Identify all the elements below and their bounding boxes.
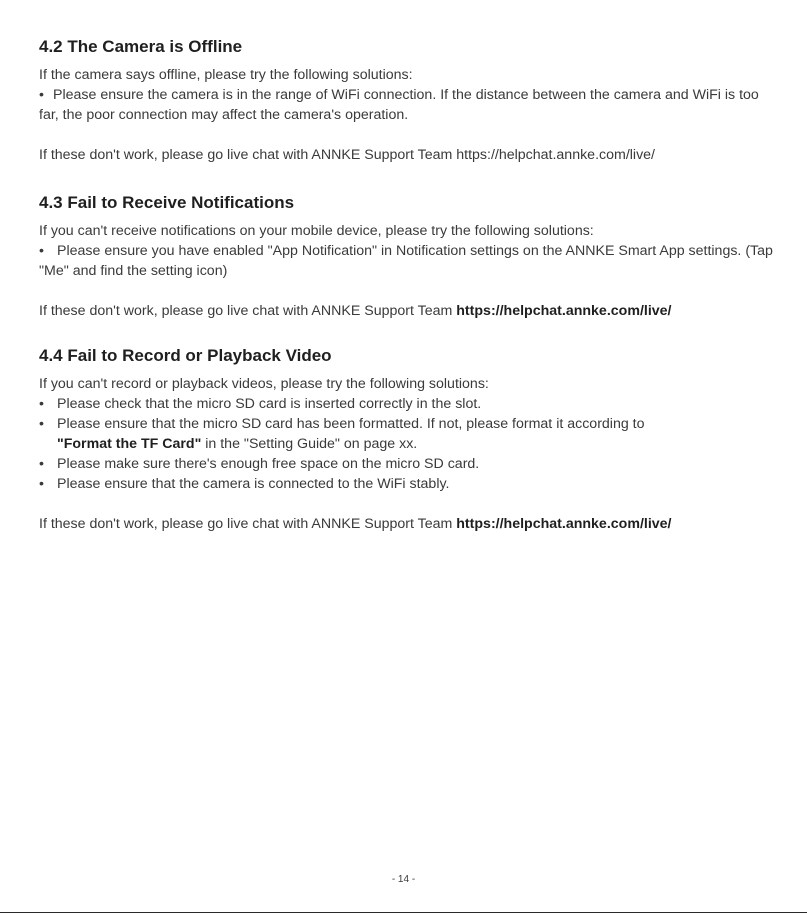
- section-heading-4-4: 4.4 Fail to Record or Playback Video: [39, 346, 332, 365]
- support-text-prefix: If these don't work, please go live chat with ANNKE Support Team: [39, 303, 457, 319]
- section-intro-4-2: If the camera says offline, please try the following solutions:: [39, 67, 413, 83]
- list-item: [39, 474, 779, 494]
- support-text-4-2: If these don't work, please go live chat with ANNKE Support Team https://helpchat.annke.com/live/: [39, 147, 655, 163]
- page-number: - 14 -: [391, 874, 416, 885]
- bullet-text: Please ensure the camera is in the range of WiFi connection. If the distance between the camera and WiFi is too far, the poor connection may affect the camera's operation.: [39, 87, 759, 123]
- bullet-text: [57, 414, 645, 454]
- bullet-text-line: Please ensure that the micro SD card has been formatted. If not, please format it according to: [57, 416, 645, 432]
- bullet-icon: •: [39, 87, 44, 103]
- support-link[interactable]: https://helpchat.annke.com/live/: [456, 303, 672, 319]
- section-heading-4-3: 4.3 Fail to Receive Notifications: [39, 193, 295, 212]
- section-camera-offline: [39, 36, 779, 165]
- bullet-text-rest: in the "Setting Guide" on page xx.: [201, 436, 418, 452]
- bullet-icon: •: [39, 243, 44, 259]
- support-text-4-4: [39, 514, 779, 534]
- bullet-text: Please make sure there's enough free space on the micro SD card.: [57, 456, 480, 472]
- list-item: [39, 394, 779, 414]
- section-heading-4-2: 4.2 The Camera is Offline: [39, 37, 243, 56]
- support-text-4-3: [39, 301, 779, 321]
- section-record-playback: [39, 345, 779, 534]
- list-item: [39, 454, 779, 474]
- list-item: [39, 414, 779, 454]
- section-intro-4-4: If you can't record or playback videos, please try the following solutions:: [39, 376, 489, 392]
- list-item: [39, 85, 779, 125]
- bullet-icon: •: [39, 456, 44, 472]
- bullet-icon: •: [39, 476, 44, 492]
- bullet-text: Please ensure that the camera is connected to the WiFi stably.: [57, 476, 450, 492]
- section-intro-4-3: If you can't receive notifications on your mobile device, please try the following solutions:: [39, 223, 594, 239]
- format-tf-card-reference: "Format the TF Card": [57, 436, 202, 452]
- support-link[interactable]: https://helpchat.annke.com/live/: [456, 516, 672, 532]
- support-text-prefix: If these don't work, please go live chat with ANNKE Support Team: [39, 516, 457, 532]
- page-divider: [0, 912, 807, 913]
- bullet-text: Please check that the micro SD card is inserted correctly in the slot.: [57, 396, 482, 412]
- bullet-icon: •: [39, 396, 44, 412]
- list-item: [39, 241, 779, 281]
- bullet-text: Please ensure you have enabled "App Notification" in Notification settings on the ANNKE Smart App settings. (Tap "Me" and find the setting icon): [39, 243, 773, 279]
- bullet-icon: •: [39, 416, 44, 432]
- section-notifications: [39, 192, 779, 321]
